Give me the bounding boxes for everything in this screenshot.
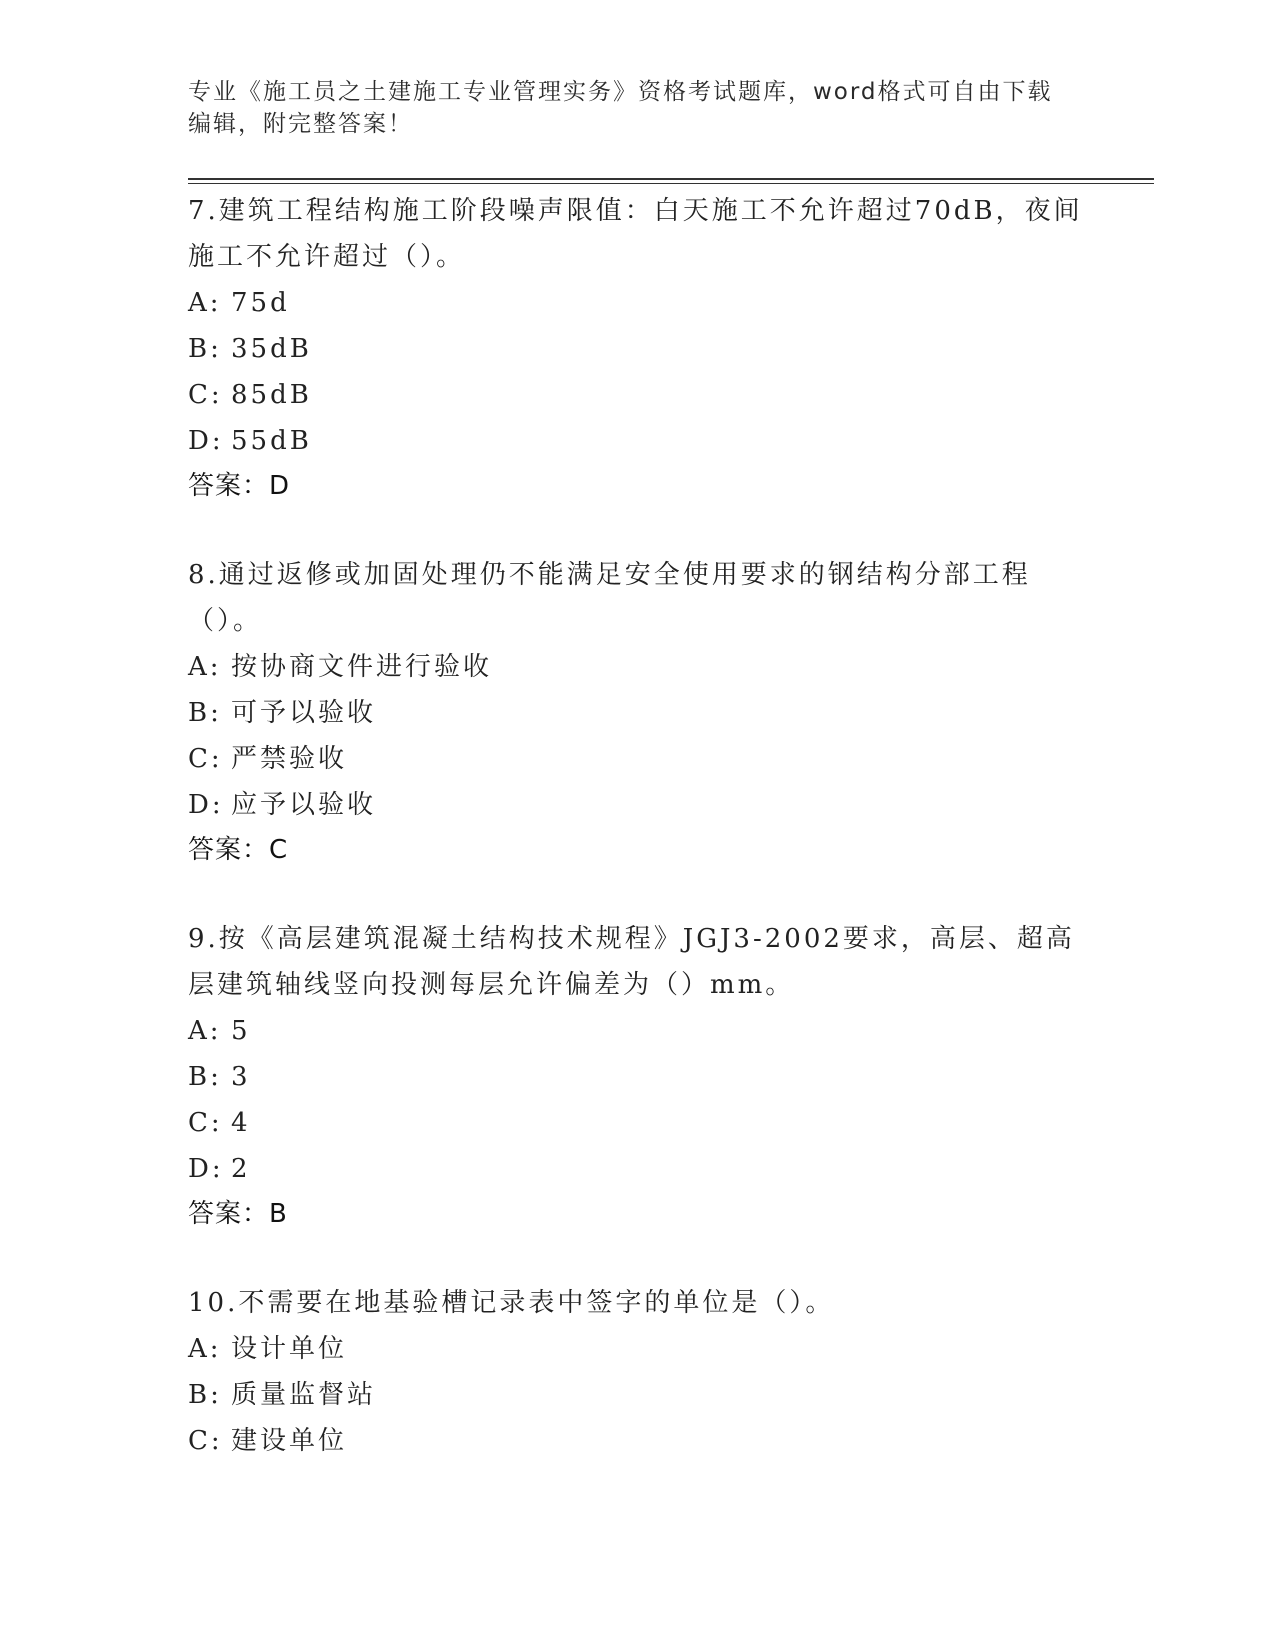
question-7: [188, 188, 1088, 508]
option-text: 4: [231, 1108, 251, 1138]
option-letter: C:: [188, 1108, 223, 1138]
option-a: [188, 644, 1088, 690]
option-text: 建设单位: [231, 1426, 348, 1456]
question-8: [188, 552, 1088, 872]
option-text: 按协商文件进行验收: [231, 652, 493, 682]
option-letter: A:: [188, 288, 222, 318]
option-b: [188, 1372, 1088, 1418]
option-letter: B:: [188, 698, 222, 728]
question-text: 7.建筑工程结构施工阶段噪声限值：白天施工不允许超过70dB，夜间施工不允许超过（）。: [188, 196, 1083, 272]
option-letter: B:: [188, 334, 222, 364]
option-letter: C:: [188, 1426, 223, 1456]
question-list: [188, 188, 1088, 1464]
option-c: [188, 1418, 1088, 1464]
option-letter: D:: [188, 1154, 224, 1184]
option-letter: A:: [188, 1334, 222, 1364]
option-text: 3: [231, 1062, 251, 1092]
answer-line: 答案：D: [188, 471, 291, 501]
option-b: [188, 690, 1088, 736]
option-text: 75d: [231, 288, 290, 318]
option-d: [188, 418, 1088, 464]
question-text: 10.不需要在地基验槽记录表中签字的单位是（）。: [188, 1288, 835, 1318]
document-header: 专业《施工员之土建施工专业管理实务》资格考试题库，word格式可自由下载编辑，附完整答案！: [188, 79, 1053, 137]
option-a: [188, 1326, 1088, 1372]
question-text: 9.按《高层建筑混凝土结构技术规程》JGJ3-2002要求，高层、超高层建筑轴线竖向投测每层允许偏差为（）mm。: [188, 924, 1075, 1000]
option-letter: C:: [188, 744, 223, 774]
option-b: [188, 326, 1088, 372]
question-9: [188, 916, 1088, 1236]
option-text: 严禁验收: [231, 744, 348, 774]
option-text: 设计单位: [231, 1334, 348, 1364]
option-c: [188, 372, 1088, 418]
option-letter: D:: [188, 426, 224, 456]
question-text: 8.通过返修或加固处理仍不能满足安全使用要求的钢结构分部工程（）。: [188, 560, 1031, 636]
option-text: 可予以验收: [231, 698, 377, 728]
option-letter: B:: [188, 1062, 222, 1092]
answer-line: 答案：B: [188, 1199, 288, 1229]
option-text: 85dB: [231, 380, 312, 410]
option-text: 5: [231, 1016, 251, 1046]
option-text: 应予以验收: [231, 790, 377, 820]
option-letter: A:: [188, 1016, 222, 1046]
option-text: 35dB: [231, 334, 312, 364]
option-c: [188, 736, 1088, 782]
option-text: 质量监督站: [231, 1380, 377, 1410]
option-letter: B:: [188, 1380, 222, 1410]
header-divider-thin: [188, 183, 1154, 184]
answer-line: 答案：C: [188, 835, 289, 865]
option-a: [188, 280, 1088, 326]
question-10: [188, 1280, 1088, 1464]
option-a: [188, 1008, 1088, 1054]
option-text: 2: [231, 1154, 251, 1184]
option-d: [188, 782, 1088, 828]
option-c: [188, 1100, 1088, 1146]
option-text: 55dB: [231, 426, 312, 456]
header-divider-thick: [188, 178, 1154, 180]
option-letter: A:: [188, 652, 222, 682]
option-letter: D:: [188, 790, 224, 820]
option-b: [188, 1054, 1088, 1100]
option-d: [188, 1146, 1088, 1192]
option-letter: C:: [188, 380, 223, 410]
